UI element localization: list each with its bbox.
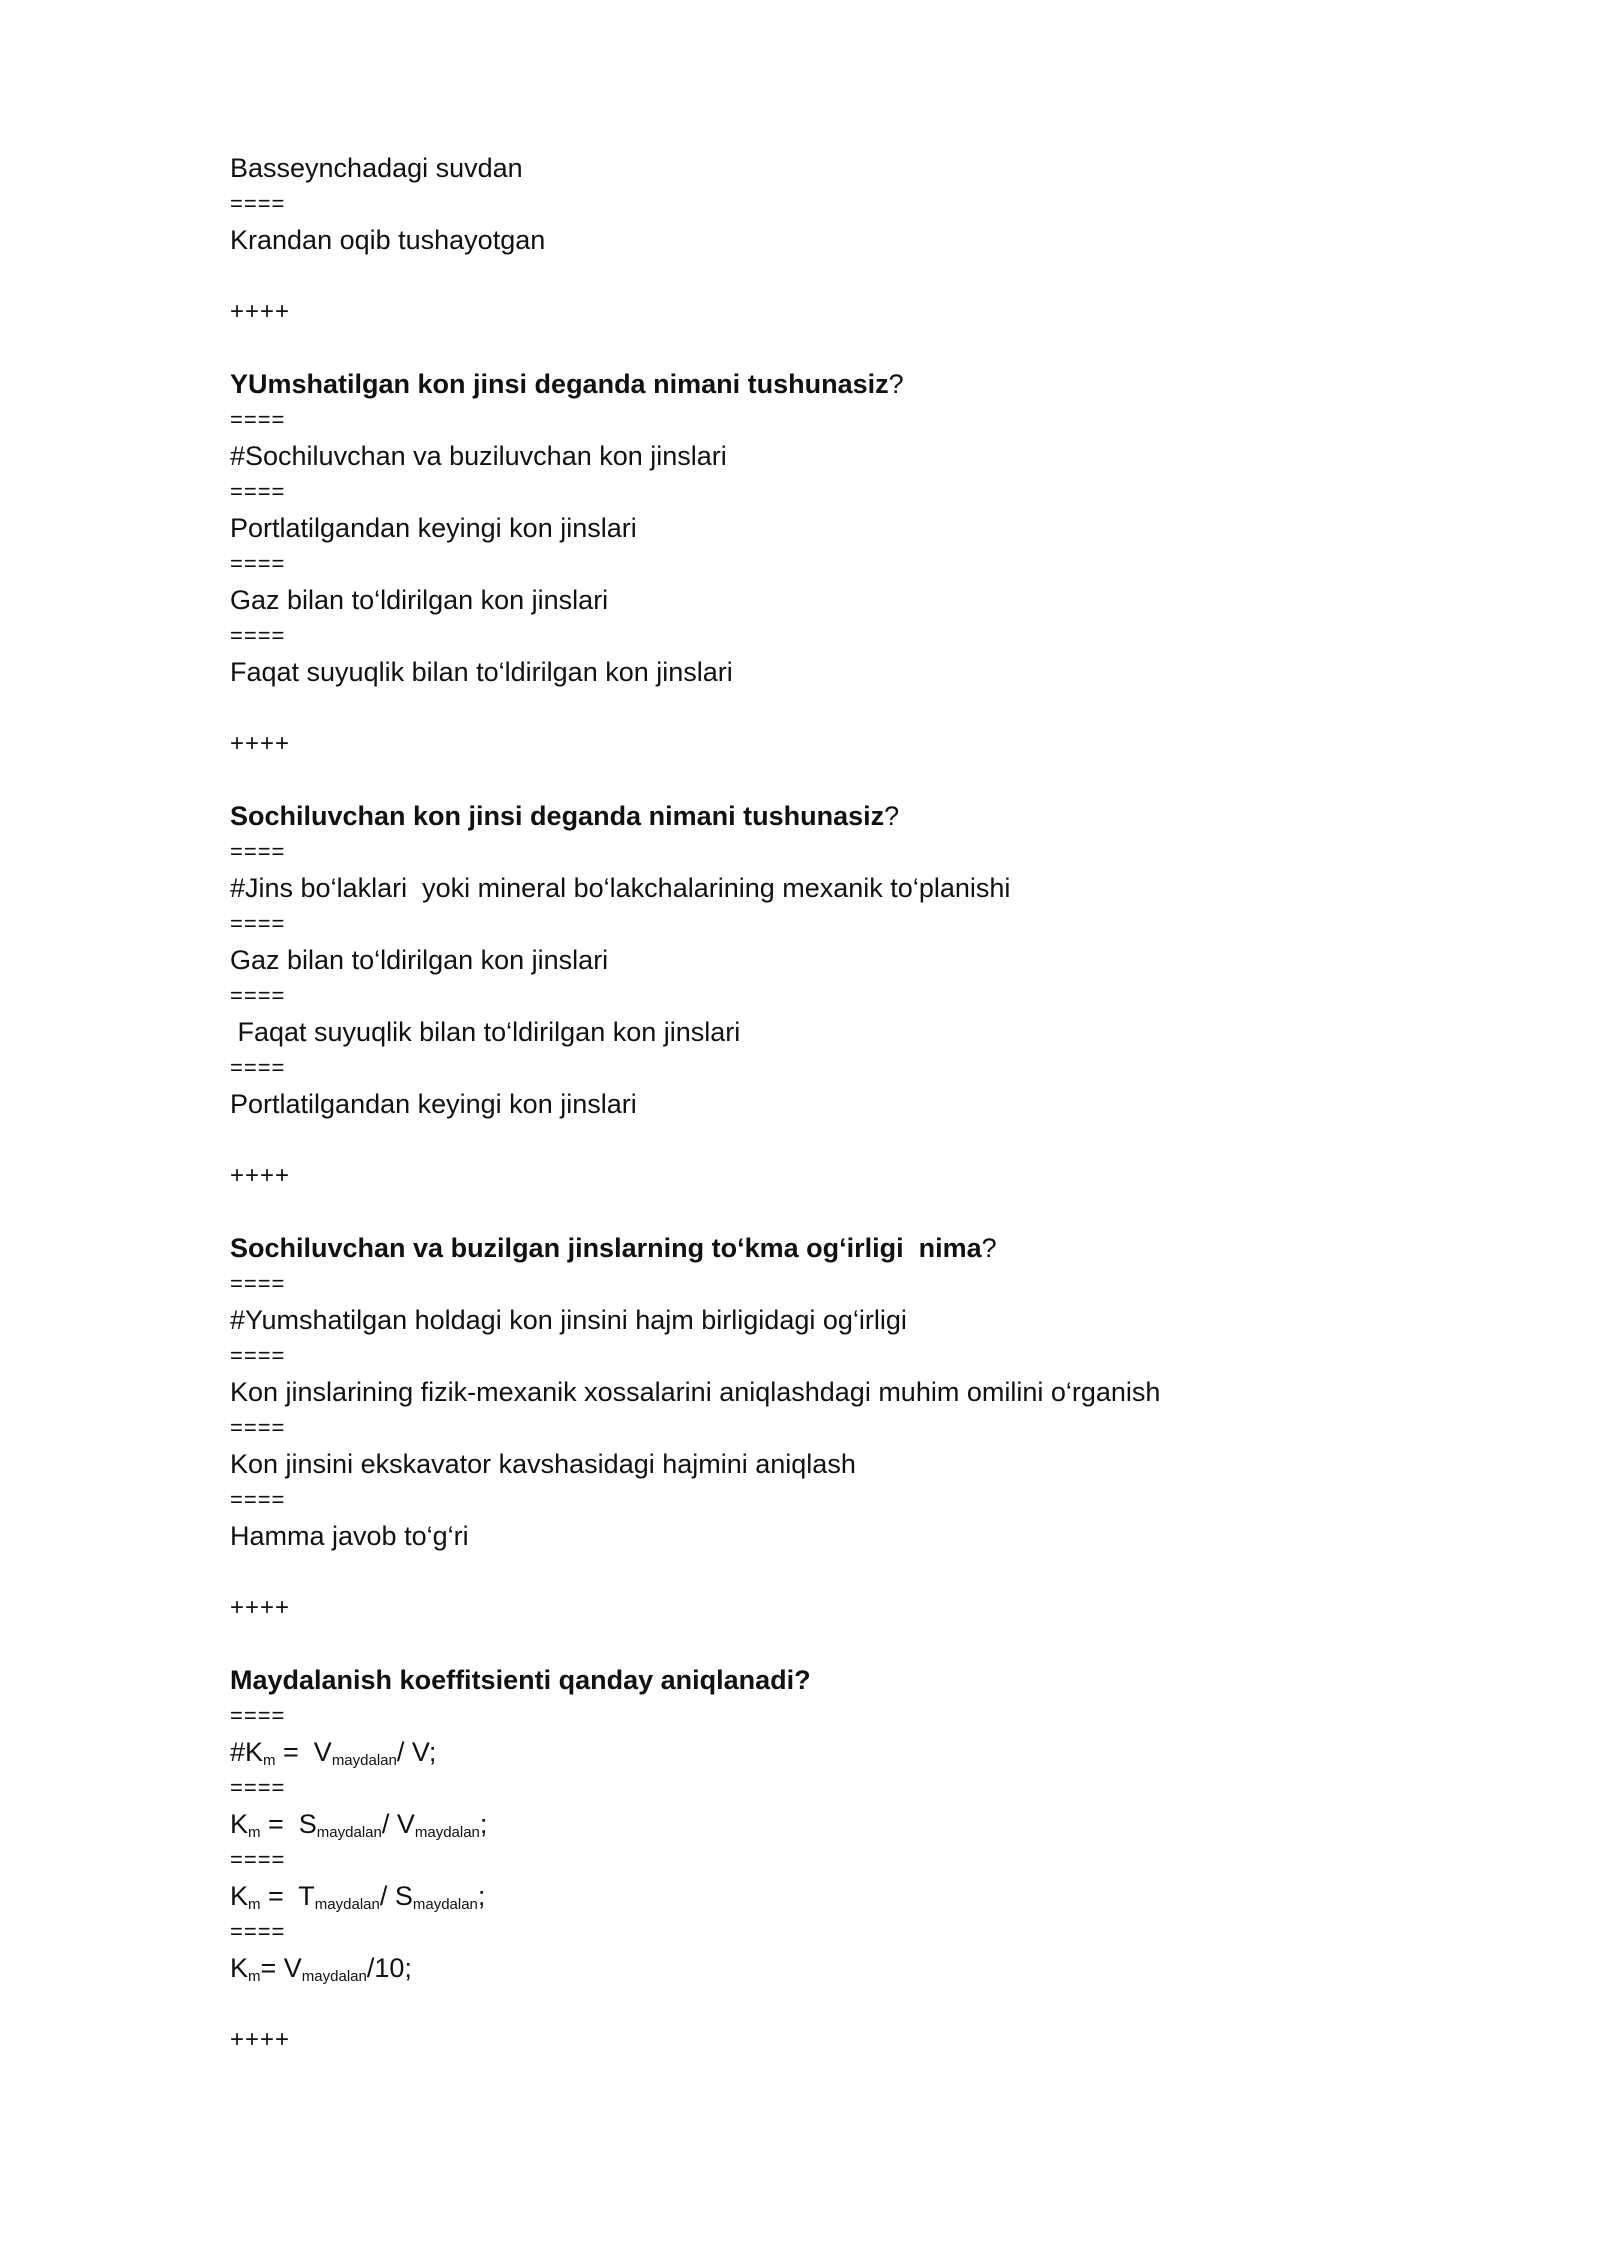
answer-option: Krandan oqib tushayotgan xyxy=(230,225,546,255)
formula-part: = S xyxy=(260,1809,317,1839)
question-text: Sochiluvchan va buzilgan jinslarning to‘kma og‘irligi nima xyxy=(230,1233,982,1263)
question-text: YUmshatilgan kon jinsi deganda nimani tushunasiz xyxy=(230,369,889,399)
question-mark: ? xyxy=(888,369,904,399)
formula-subscript: maydalan xyxy=(316,1824,382,1841)
formula-part: K xyxy=(230,1953,249,1983)
formula-part: = T xyxy=(260,1881,315,1911)
answer-option: Kon jinsini ekskavator kavshasidagi hajmini aniqlash xyxy=(230,1449,856,1479)
block-end-marker: ++++ xyxy=(230,730,291,757)
separator: ==== xyxy=(230,1487,286,1512)
question-title xyxy=(230,1230,1400,1266)
separator: ==== xyxy=(230,1703,286,1728)
separator: ==== xyxy=(230,983,286,1008)
answer-option: Basseynchadagi suvdan xyxy=(230,153,523,183)
block-end-marker: ++++ xyxy=(230,2026,291,2053)
formula-part: /10; xyxy=(366,1953,412,1983)
formula-part: ; xyxy=(477,1881,486,1911)
formula-part: K xyxy=(230,1809,249,1839)
separator: ==== xyxy=(230,191,286,216)
spacer xyxy=(230,690,1400,726)
spacer xyxy=(230,1626,1400,1662)
spacer xyxy=(230,762,1400,798)
separator: ==== xyxy=(230,1343,286,1368)
separator: ==== xyxy=(230,1919,286,1944)
formula-subscript: m xyxy=(263,1752,276,1769)
answer-option xyxy=(230,1806,1400,1842)
separator: ==== xyxy=(230,551,286,576)
formula-subscript: m xyxy=(248,1968,261,1985)
formula-part: #K xyxy=(230,1737,264,1767)
question-text: Sochiluvchan kon jinsi deganda nimani tushunasiz xyxy=(230,801,885,831)
answer-option-correct: #Sochiluvchan va buziluvchan kon jinslari xyxy=(230,441,727,471)
answer-option: Kon jinslarining fizik-mexanik xossalarini aniqlashdagi muhim omilini o‘rganish xyxy=(230,1377,1161,1407)
formula-part: / S xyxy=(379,1881,413,1911)
answer-option: Hamma javob to‘g‘ri xyxy=(230,1521,469,1551)
block-end-marker: ++++ xyxy=(230,298,291,325)
formula-subscript: m xyxy=(248,1824,261,1841)
question-title: Maydalanish koeffitsienti qanday aniqlanadi? xyxy=(230,1665,811,1695)
answer-option-correct: #Yumshatilgan holdagi kon jinsini hajm birligidagi og‘irligi xyxy=(230,1305,907,1335)
formula-part: = V xyxy=(260,1953,302,1983)
answer-option: Gaz bilan to‘ldirilgan kon jinslari xyxy=(230,585,609,615)
formula-part: ; xyxy=(479,1809,488,1839)
separator: ==== xyxy=(230,1847,286,1872)
separator: ==== xyxy=(230,1271,286,1296)
spacer xyxy=(230,258,1400,294)
answer-option: Portlatilgandan keyingi kon jinslari xyxy=(230,513,637,543)
separator: ==== xyxy=(230,1055,286,1080)
answer-option-correct xyxy=(230,1734,1400,1770)
separator: ==== xyxy=(230,839,286,864)
answer-option-correct: #Jins bo‘laklari yoki mineral bo‘lakchalarining mexanik to‘planishi xyxy=(230,873,1011,903)
formula-subscript: maydalan xyxy=(301,1968,367,1985)
question-title xyxy=(230,366,1400,402)
formula-subscript: maydalan xyxy=(414,1824,480,1841)
formula-part: / V xyxy=(381,1809,415,1839)
formula-part: / V; xyxy=(396,1737,437,1767)
formula-subscript: maydalan xyxy=(331,1752,397,1769)
formula-part: K xyxy=(230,1881,249,1911)
spacer xyxy=(230,1194,1400,1230)
question-title xyxy=(230,798,1400,834)
separator: ==== xyxy=(230,623,286,648)
formula-subscript: maydalan xyxy=(412,1896,478,1913)
separator: ==== xyxy=(230,1415,286,1440)
block-end-marker: ++++ xyxy=(230,1162,291,1189)
separator: ==== xyxy=(230,479,286,504)
separator: ==== xyxy=(230,911,286,936)
answer-option: Portlatilgandan keyingi kon jinslari xyxy=(230,1089,637,1119)
separator: ==== xyxy=(230,407,286,432)
answer-option: Faqat suyuqlik bilan to‘ldirilgan kon jinslari xyxy=(230,1017,741,1047)
answer-option xyxy=(230,1878,1400,1914)
separator: ==== xyxy=(230,1775,286,1800)
answer-option xyxy=(230,1950,1400,1986)
answer-option: Faqat suyuqlik bilan to‘ldirilgan kon jinslari xyxy=(230,657,733,687)
spacer xyxy=(230,1986,1400,2022)
spacer xyxy=(230,1122,1400,1158)
spacer xyxy=(230,330,1400,366)
question-mark: ? xyxy=(884,801,900,831)
formula-subscript: m xyxy=(248,1896,261,1913)
formula-part: = V xyxy=(275,1737,332,1767)
question-mark: ? xyxy=(981,1233,997,1263)
block-end-marker: ++++ xyxy=(230,1594,291,1621)
answer-option: Gaz bilan to‘ldirilgan kon jinslari xyxy=(230,945,609,975)
spacer xyxy=(230,1554,1400,1590)
formula-subscript: maydalan xyxy=(314,1896,380,1913)
